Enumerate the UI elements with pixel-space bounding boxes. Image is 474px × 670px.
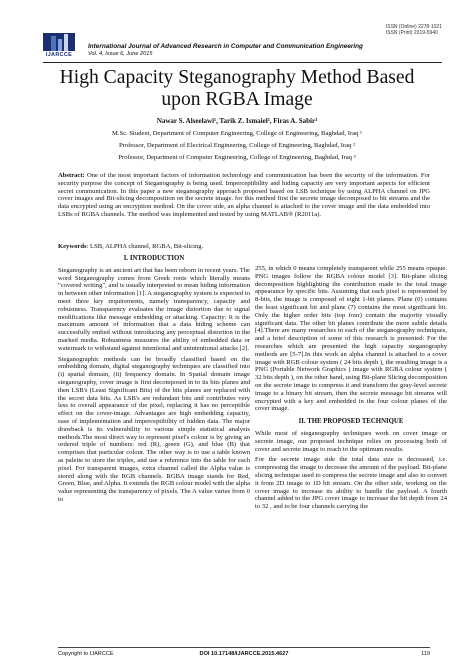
body-paragraph: While most of steganography techniques work on cover image or secrete image, our proposed technique relies on processing both of cover and secrete image to reach to the optimum results.	[255, 429, 447, 453]
issn-print: ISSN (Print) 2319-5940	[385, 30, 438, 37]
logo-text: IJARCCE	[45, 52, 73, 58]
journal-name: International Journal of Advanced Research in Computer and Communication Engineering	[88, 43, 363, 50]
affiliation: M.Sc. Student, Department of Computer Engineering, College of Engineering, Baghdad, Iraq ¹	[111, 130, 363, 137]
title-line: upon RGBA Image	[161, 89, 313, 110]
journal-header	[88, 43, 448, 57]
logo-graphic	[43, 33, 75, 51]
issn-online: ISSN (Online) 2278-1021	[385, 24, 442, 30]
issn-block	[386, 24, 442, 36]
footer-copyright: Copyright to IJARCCE	[58, 651, 114, 657]
page-number: 119	[421, 651, 430, 657]
header-rule	[43, 62, 442, 63]
left-column	[58, 255, 250, 507]
body-paragraph: Steganographic methods can be broadly classified based on the embedding domain, digital steganography techniques are classified into (i) spatial domain, (ii) frequency domain. In Spatial domain image steganography, cover image is first decomposed in to its bits planes and then LSB's (Least Significant Bits) of the bits planes are replaced with the secret data bits. As LSB's are redundant bits and contributes very less to overall appearance of the pixel, replacing it has no perceptible effect on the cover-image. Advantages are high embedding capacity, ease of implementation and imperceptibility of hidden data. The major drawback is its vulnerability to various simple statistical analysis methods.The most direct way to represent pixel's colour is by giving an ordered triple of numbers: red (R), green (G), and blue (B) that comprises that particular colour. The other way is to use a table known as palette to store the triples, and use a reference into the table for each pixel. For transparent images, extra channel called the Alpha value is stored along with the RGB channels. RGBA image stands for Red, Green, Blue, and Alpha. It extends the RGB colour model with the alpha value representing the transparency of pixels. The A value varies from 0 to	[58, 355, 250, 503]
volume-info: Vol. 4, Issue 6, June 2015	[88, 51, 153, 57]
journal-logo	[43, 33, 75, 63]
keywords	[58, 243, 430, 250]
title-line: High Capacity Steganography Method Based	[59, 67, 415, 88]
keywords-text: : LSB, ALPHA channel, RGBA, Bit-slicing.	[86, 243, 204, 250]
keywords-label: Keywords	[58, 243, 87, 250]
affiliation: Professor, Department of Computer Engineering, College of Engineering, Baghdad, Iraq ³	[118, 154, 356, 161]
body-paragraph: Steganography is an ancient art that has been reborn in recent years. The word Steganography comes from Greek roots which literally means "covered writing", and is usually interpreted to mean hiding information in between other information [1]. A steganography system is expected to meet three key requirements, namely transparency, capacity and robustness. Transparency evaluates the image distortion due to signal modifications like message embedding or attacking. Capacity: It is the maximum amount of information that a data hiding scheme can successfully embed without introducing any perceptual distortion in the marked media. Robustness measures the ability of embedded data or watermark to withstand against intentional and unintentional attacks [2].	[58, 266, 250, 352]
section-heading-proposed-technique: II. THE PROPOSED TECHNIQUE	[298, 418, 404, 426]
abstract-text: One of the most important factors of information technology and communication has been the security of the information. For security purpose the concept of Steganography is being used. Imperceptibility and hiding capacity are very important aspects for efficient secret communication. In this paper a new steganography approach proposed based on LSB technique by using ALPHA channel on JPG cover images and Bit-slicing decomposition on the secrete image. for this method first the secrete image decomposed to bit streams and the data encrypted using an encryption method. On the cover side, an alpha channel is attached to the cover image and the data embedded into LSBs of RGBA channels. The method was implemented and tested by using MATLAB® (R2011a).	[58, 172, 430, 218]
body-paragraph: 255, in which 0 means completely transparent while 255 means opaque. PNG images follow the RGBA colour model [3]. Bit-plane slicing decomposition highlighting the contribution made to the total image appearance by specific bits. Assuming that each pixel is represented by 8-bits, the image is composed of eight 1-bit planes. Plane (0) contains the least significant bit and plane (7) contains the most significant bit. Only the higher order bits (top four) contain the majority visually significant data. The other bit planes contribute the more subtle details [4].There are many researches in each of the steganography techniques, and a brief description of some of this research is presented: For the researches which are presented the high capacity steganography methods are [5-7].In this work an alpha channel is attached to a cover image with RGB colour system ( 24 bits depth ), the resulting image is a PNG (Portable Network Graphics ) image with RGBA colour system ( 32 bits depth ), on the other hand, using Bit-plane Slicing decomposition on the secrete image to compress it and transform the gray-level secrete image to a binary bit stream, then the secrete message bit streams will encrypted with a key and embedded in the four colour planes of the cover image.	[255, 265, 447, 413]
affiliation: Professor, Department of Electrical Engineering, College of Engineering, Baghdad, Iraq ²	[118, 142, 356, 149]
footer-doi: DOI 10.17148/IJARCCE.2015.4627	[199, 651, 289, 657]
right-column	[255, 265, 447, 514]
abstract	[58, 172, 430, 219]
section-heading-introduction: I. INTRODUCTION	[123, 255, 185, 262]
paper-title	[0, 67, 474, 111]
footer-rule	[58, 647, 430, 648]
authors: Nawar S. Alseelawi¹, Tarik Z. Ismaiel², Firas A. Sabir³	[156, 117, 318, 125]
abstract-label: Abstract:	[58, 172, 85, 179]
body-paragraph: For the secrete image side the total data size is decreased, i.e. compressing the image to decrease the amount of the payload. Bit-plane slicing technique used to compress the secrete image and also to convert it from 2D image to 1D bit stream. On the other side, working on the cover image to increase its ability to handle the payload. A fourth channel added to the JPG cover image to increase the bit depth from 24 to 32 , and to be four channels carrying the	[255, 456, 447, 511]
